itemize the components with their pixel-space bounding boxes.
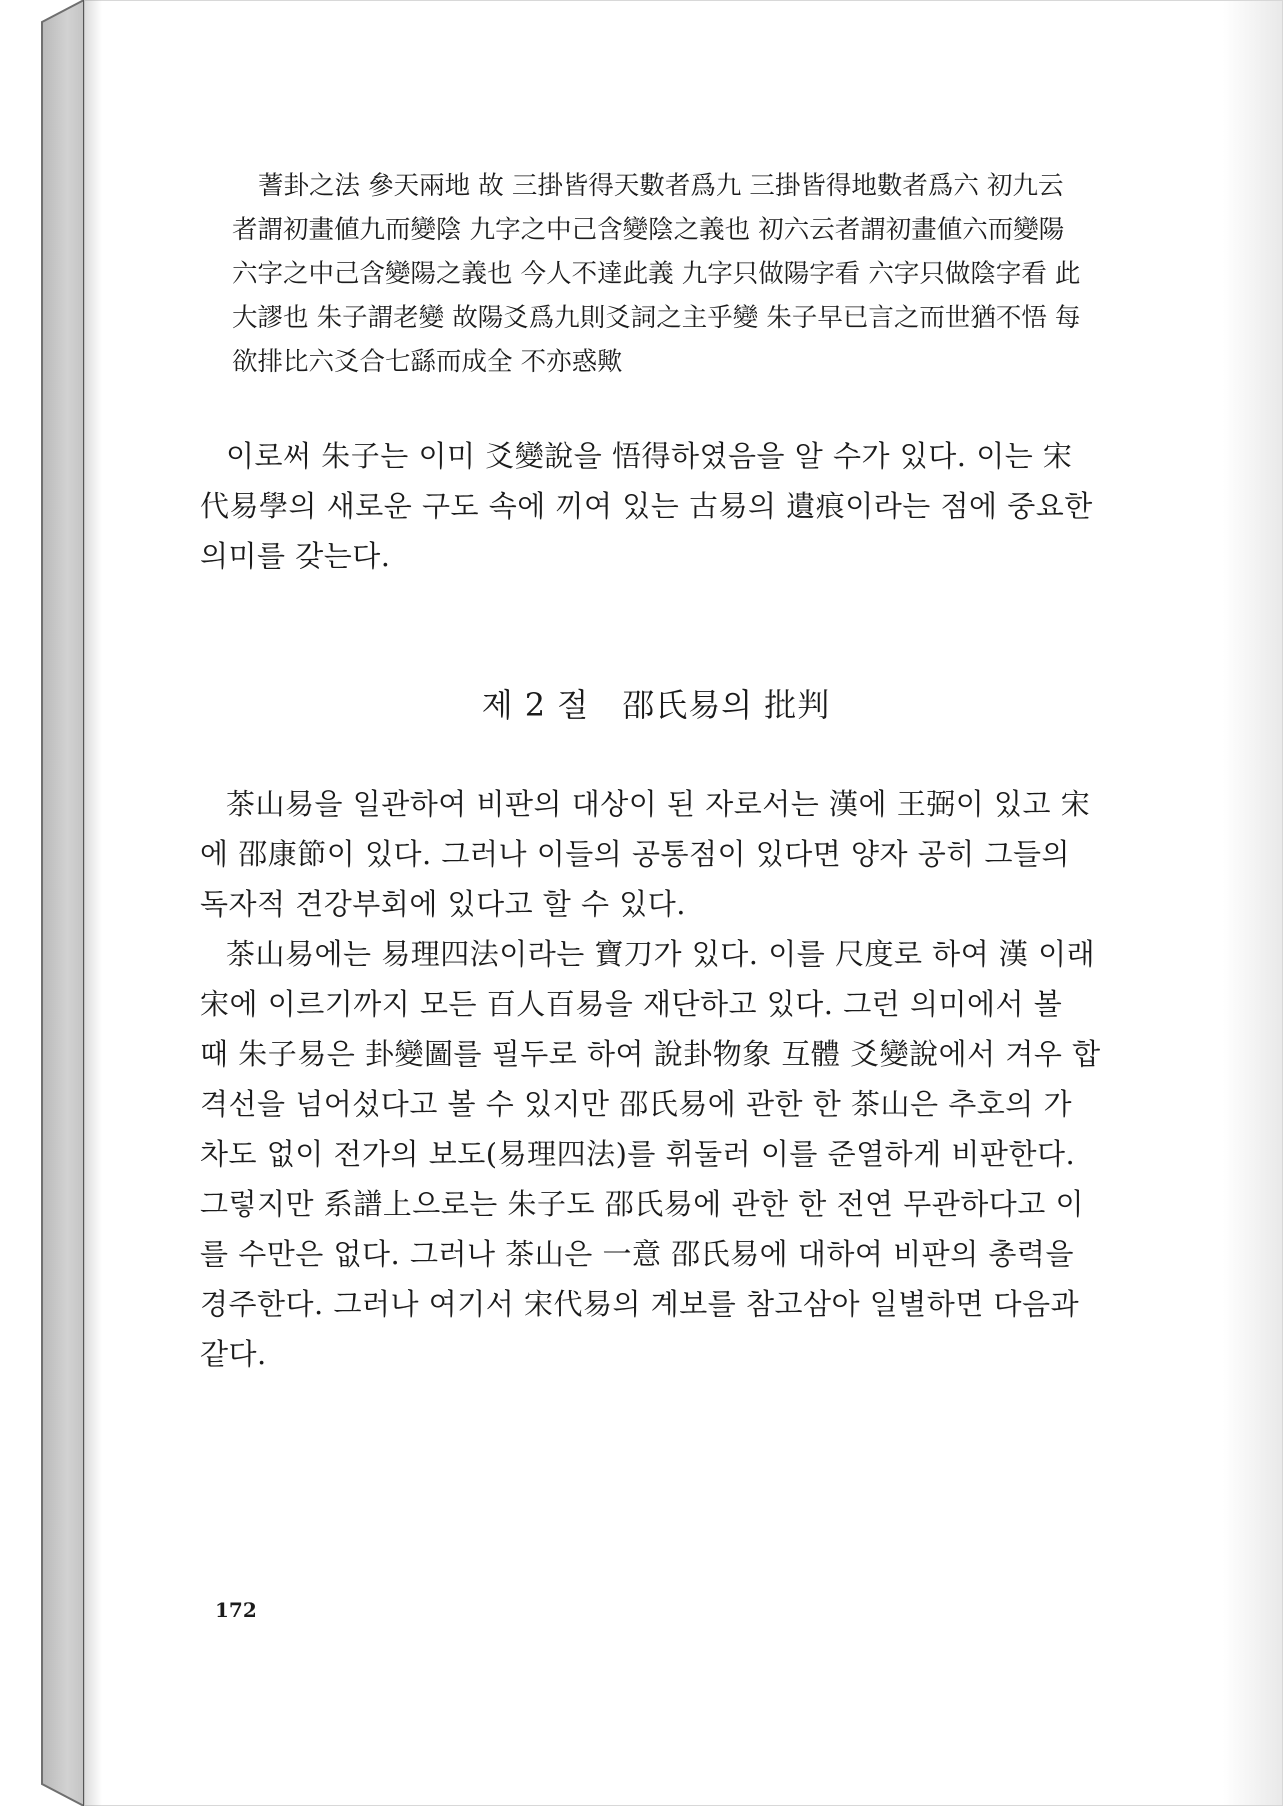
paragraph-3 xyxy=(200,929,1112,1379)
section-heading: 제 2 절 邵氏易의 批判 xyxy=(481,686,831,724)
paragraph-line: 경주한다. 그러나 여기서 宋代易의 계보를 참고삼아 일별하면 다음과 xyxy=(200,1287,1080,1321)
paragraph-line: 이로써 朱子는 이미 爻變說을 悟得하였음을 알 수가 있다. 이는 宋 xyxy=(226,439,1073,473)
paragraph-line: 宋에 이르기까지 모든 百人百易을 재단하고 있다. 그런 의미에서 볼 xyxy=(200,987,1063,1021)
paragraph-line: 격선을 넘어섰다고 볼 수 있지만 邵氏易에 관한 한 茶山은 추호의 가 xyxy=(200,1087,1072,1121)
paragraph-line: 차도 없이 전가의 보도(易理四法)를 휘둘러 이를 준열하게 비판한다. xyxy=(200,1137,1076,1171)
paragraph-line: 독자적 견강부회에 있다고 할 수 있다. xyxy=(200,887,687,921)
quote-line: 大謬也 朱子謂老變 故陽爻爲九則爻詞之主乎變 朱子早已言之而世猶不悟 每 xyxy=(232,303,1081,333)
paragraph-line: 代易學의 새로운 구도 속에 끼여 있는 古易의 遺痕이라는 점에 중요한 xyxy=(200,489,1093,523)
classical-quote xyxy=(232,164,1112,384)
quote-line: 欲排比六爻合七繇而成全 不亦惑歟 xyxy=(232,347,623,377)
paragraph-line: 그렇지만 系譜上으로는 朱子도 邵氏易에 관한 한 전연 무관하다고 이 xyxy=(200,1187,1085,1221)
quote-line: 者謂初畫値九而變陰 九字之中己含變陰之義也 初六云者謂初畫値六而變陽 xyxy=(232,215,1065,245)
page-left-shade xyxy=(84,0,102,1806)
page-number: 172 xyxy=(215,1598,257,1622)
paragraph-line: 에 邵康節이 있다. 그러나 이들의 공통점이 있다면 양자 공히 그들의 xyxy=(200,837,1071,871)
paragraph-line: 茶山易을 일관하여 비판의 대상이 된 자로서는 漢에 王弼이 있고 宋 xyxy=(226,787,1091,821)
paragraph-line: 茶山易에는 易理四法이라는 寶刀가 있다. 이를 尺度로 하여 漢 이래 xyxy=(226,937,1096,971)
paragraph-line: 때 朱子易은 卦變圖를 필두로 하여 說卦物象 互體 爻變說에서 겨우 합 xyxy=(200,1037,1101,1071)
paragraph-line: 같다. xyxy=(200,1337,267,1371)
paragraph-line: 의미를 갖는다. xyxy=(200,539,391,573)
paragraph-1 xyxy=(200,431,1112,581)
page-right-shade xyxy=(1223,0,1283,1806)
paragraph-line: 를 수만은 없다. 그러나 茶山은 一意 邵氏易에 대하여 비판의 총력을 xyxy=(200,1237,1074,1271)
quote-line: 六字之中己含變陽之義也 今人不達此義 九字只做陽字看 六字只做陰字看 此 xyxy=(232,259,1081,289)
quote-line: 蓍卦之法 參天兩地 故 三掛皆得天數者爲九 三掛皆得地數者爲六 初九云 xyxy=(258,171,1064,201)
paragraph-2 xyxy=(200,779,1112,929)
